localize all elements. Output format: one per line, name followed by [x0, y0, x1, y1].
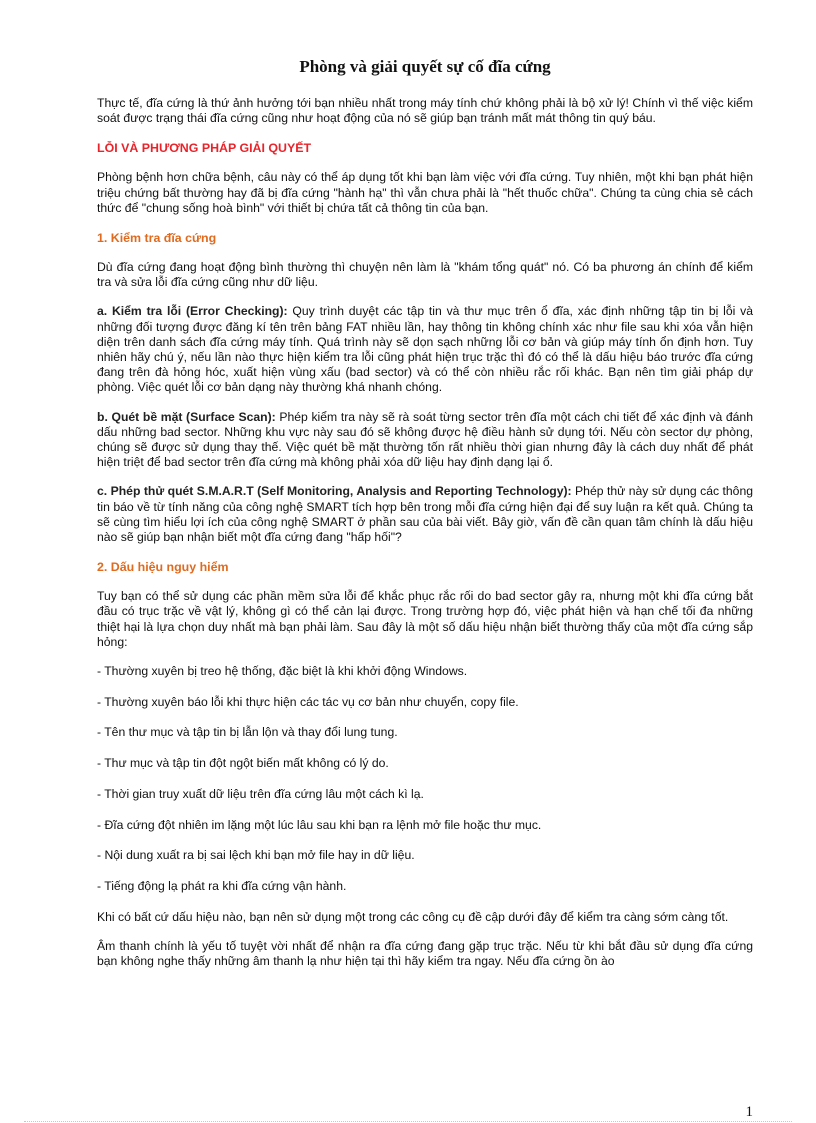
- sound-paragraph: Âm thanh chính là yếu tố tuyệt vời nhất để nhận ra đĩa cứng đang gặp trục trặc. Nếu từ khi bắt đầu sử dụng đĩa cứng bạn không nghe thấy những âm thanh lạ như hiện tại thì hãy kiểm tra ngay. Nếu đĩa cứng ồn ào: [97, 938, 753, 969]
- list-item: - Thường xuyên báo lỗi khi thực hiện các tác vụ cơ bản như chuyển, copy file.: [97, 694, 519, 709]
- item-b-text: Phép kiểm tra này sẽ rà soát từng sector trên đĩa một cách chi tiết để xác định và đánh dấu những bad sector. Những khu vực này sau đó sẽ không được hệ điều hành sử dụng tới. Nếu còn sector dự phòng, chúng sẽ được sử dụng thay thế. Việc quét bề mặt thường tốn rất nhiều thời gian nhưng đây là cách duy nhất để phát hiện triệt để bad sector trên đĩa cứng mà không phải xóa dữ liệu hay định dạng lại ổ.: [97, 409, 753, 470]
- item-c-text: Phép thử này sử dụng các thông tin báo về từ tính năng của công nghệ SMART tích hợp bên trong mỗi đĩa cứng hiện đại để suy luận ra kết quả. Chúng ta sẽ cùng tìm hiểu lợi ích của công nghệ SMART ở phần sau của bài viết. Bây giờ, vấn đề cần quan tâm chính là dấu hiệu nào sẽ giúp bạn nhận biết một đĩa cứng đang "hấp hối"?: [97, 484, 754, 545]
- subsection-2-heading: 2. Dấu hiệu nguy hiểm: [97, 560, 229, 575]
- item-b-lead: b. Quét bề mặt (Surface Scan):: [97, 409, 276, 424]
- section-heading: LỖI VÀ PHƯƠNG PHÁP GIẢI QUYẾT: [97, 141, 312, 156]
- item-a-lead: a. Kiểm tra lỗi (Error Checking):: [97, 304, 288, 319]
- subsection-2-intro: Tuy bạn có thể sử dụng các phần mềm sửa lỗi để khắc phục rắc rối do bad sector gây ra, nhưng một khi đĩa cứng bắt đầu có trục trặc về vật lý, không gì có thể cản lại được. Trong trường hợp đó, việc phát hiện và hạn chế tối đa những thiệt hại là lựa chọn duy nhất mà bạn phải làm. Sau đây là một số dấu hiệu nhận biết thường thấy của một đĩa cứng sắp hỏng:: [97, 589, 753, 649]
- list-item: - Thường xuyên bị treo hệ thống, đặc biệt là khi khởi động Windows.: [97, 664, 468, 679]
- item-a-paragraph: [97, 304, 753, 395]
- item-a-text: Quy trình duyệt các tập tin và thư mục trên ổ đĩa, xác định những tập tin bị lỗi và những đối tượng được đăng kí tên trên bảng FAT nhiều lần, hay thông tin không chính xác như file sau khi xóa vẫn hiện diện trên danh sách đĩa cứng máy tính. Quá trình này sẽ dọn sạch những lỗi cơ bản và giúp máy tính ổn định hơn. Tuy nhiên hãy chú ý, nếu lần nào thực hiện kiểm tra lỗi cũng phát hiện trục trặc thì đó có thể là dấu hiệu báo trước đĩa cứng đang trên đà hỏng hóc, xuất hiện vùng xấu (bad sector) và có thể còn nhiều rắc rối khác. Bạn nên tìm giải pháp dự phòng. Việc quét lỗi cơ bản dạng này thường khá nhanh chóng.: [97, 304, 753, 395]
- list-item: - Nội dung xuất ra bị sai lệch khi bạn mở file hay in dữ liệu.: [97, 848, 415, 863]
- subsection-1-intro: Dù đĩa cứng đang hoạt động bình thường thì chuyện nên làm là "khám tổng quát" nó. Có ba phương án chính để kiểm tra và sửa lỗi đĩa cứng cũng như dữ liệu.: [97, 260, 753, 290]
- list-item: - Tiếng động lạ phát ra khi đĩa cứng vận hành.: [97, 879, 347, 893]
- subsection-1-heading: 1. Kiểm tra đĩa cứng: [97, 231, 217, 246]
- footer-divider: [24, 1121, 792, 1122]
- document-page: [97, 56, 753, 983]
- item-c-lead: c. Phép thử quét S.M.A.R.T (Self Monitoring, Analysis and Reporting Technology):: [97, 484, 572, 499]
- after-bullets-paragraph: Khi có bất cứ dấu hiệu nào, bạn nên sử dụng một trong các công cụ đề cập dưới đây để kiểm tra càng sớm càng tốt.: [97, 909, 729, 924]
- list-item: - Đĩa cứng đột nhiên im lặng một lúc lâu sau khi bạn ra lệnh mở file hoặc thư mục.: [97, 817, 542, 832]
- item-c-paragraph: [97, 484, 753, 545]
- list-item: - Thời gian truy xuất dữ liệu trên đĩa cứng lâu một cách kì lạ.: [97, 786, 424, 801]
- list-item: - Tên thư mục và tập tin bị lẫn lộn và thay đổi lung tung.: [97, 725, 398, 740]
- document-title: Phòng và giải quyết sự cố đĩa cứng: [299, 57, 551, 76]
- section-intro-paragraph: Phòng bệnh hơn chữa bệnh, câu này có thể áp dụng tốt khi bạn làm việc với đĩa cứng. Tuy nhiên, một khi bạn phát hiện triệu chứng bất thường hay đã bị đĩa cứng "hành hạ" thì vẫn chưa phải là "hết thuốc chữa". Chúng ta cùng chia sẻ cách thức để "chung sống hoà bình" với thiết bị chứa tất cả thông tin của bạn.: [97, 170, 753, 215]
- item-b-paragraph: [97, 410, 753, 471]
- list-item: - Thư mục và tập tin đột ngột biến mất không có lý do.: [97, 756, 389, 771]
- intro-paragraph: Thực tế, đĩa cứng là thứ ảnh hưởng tới bạn nhiều nhất trong máy tính chứ không phải là bộ xử lý! Chính vì thế việc kiểm soát được trạng thái đĩa cứng cũng như hoạt động của nó sẽ giúp bạn tránh mất mát thông tin quý báu.: [97, 96, 753, 126]
- page-number: 1: [745, 1104, 753, 1120]
